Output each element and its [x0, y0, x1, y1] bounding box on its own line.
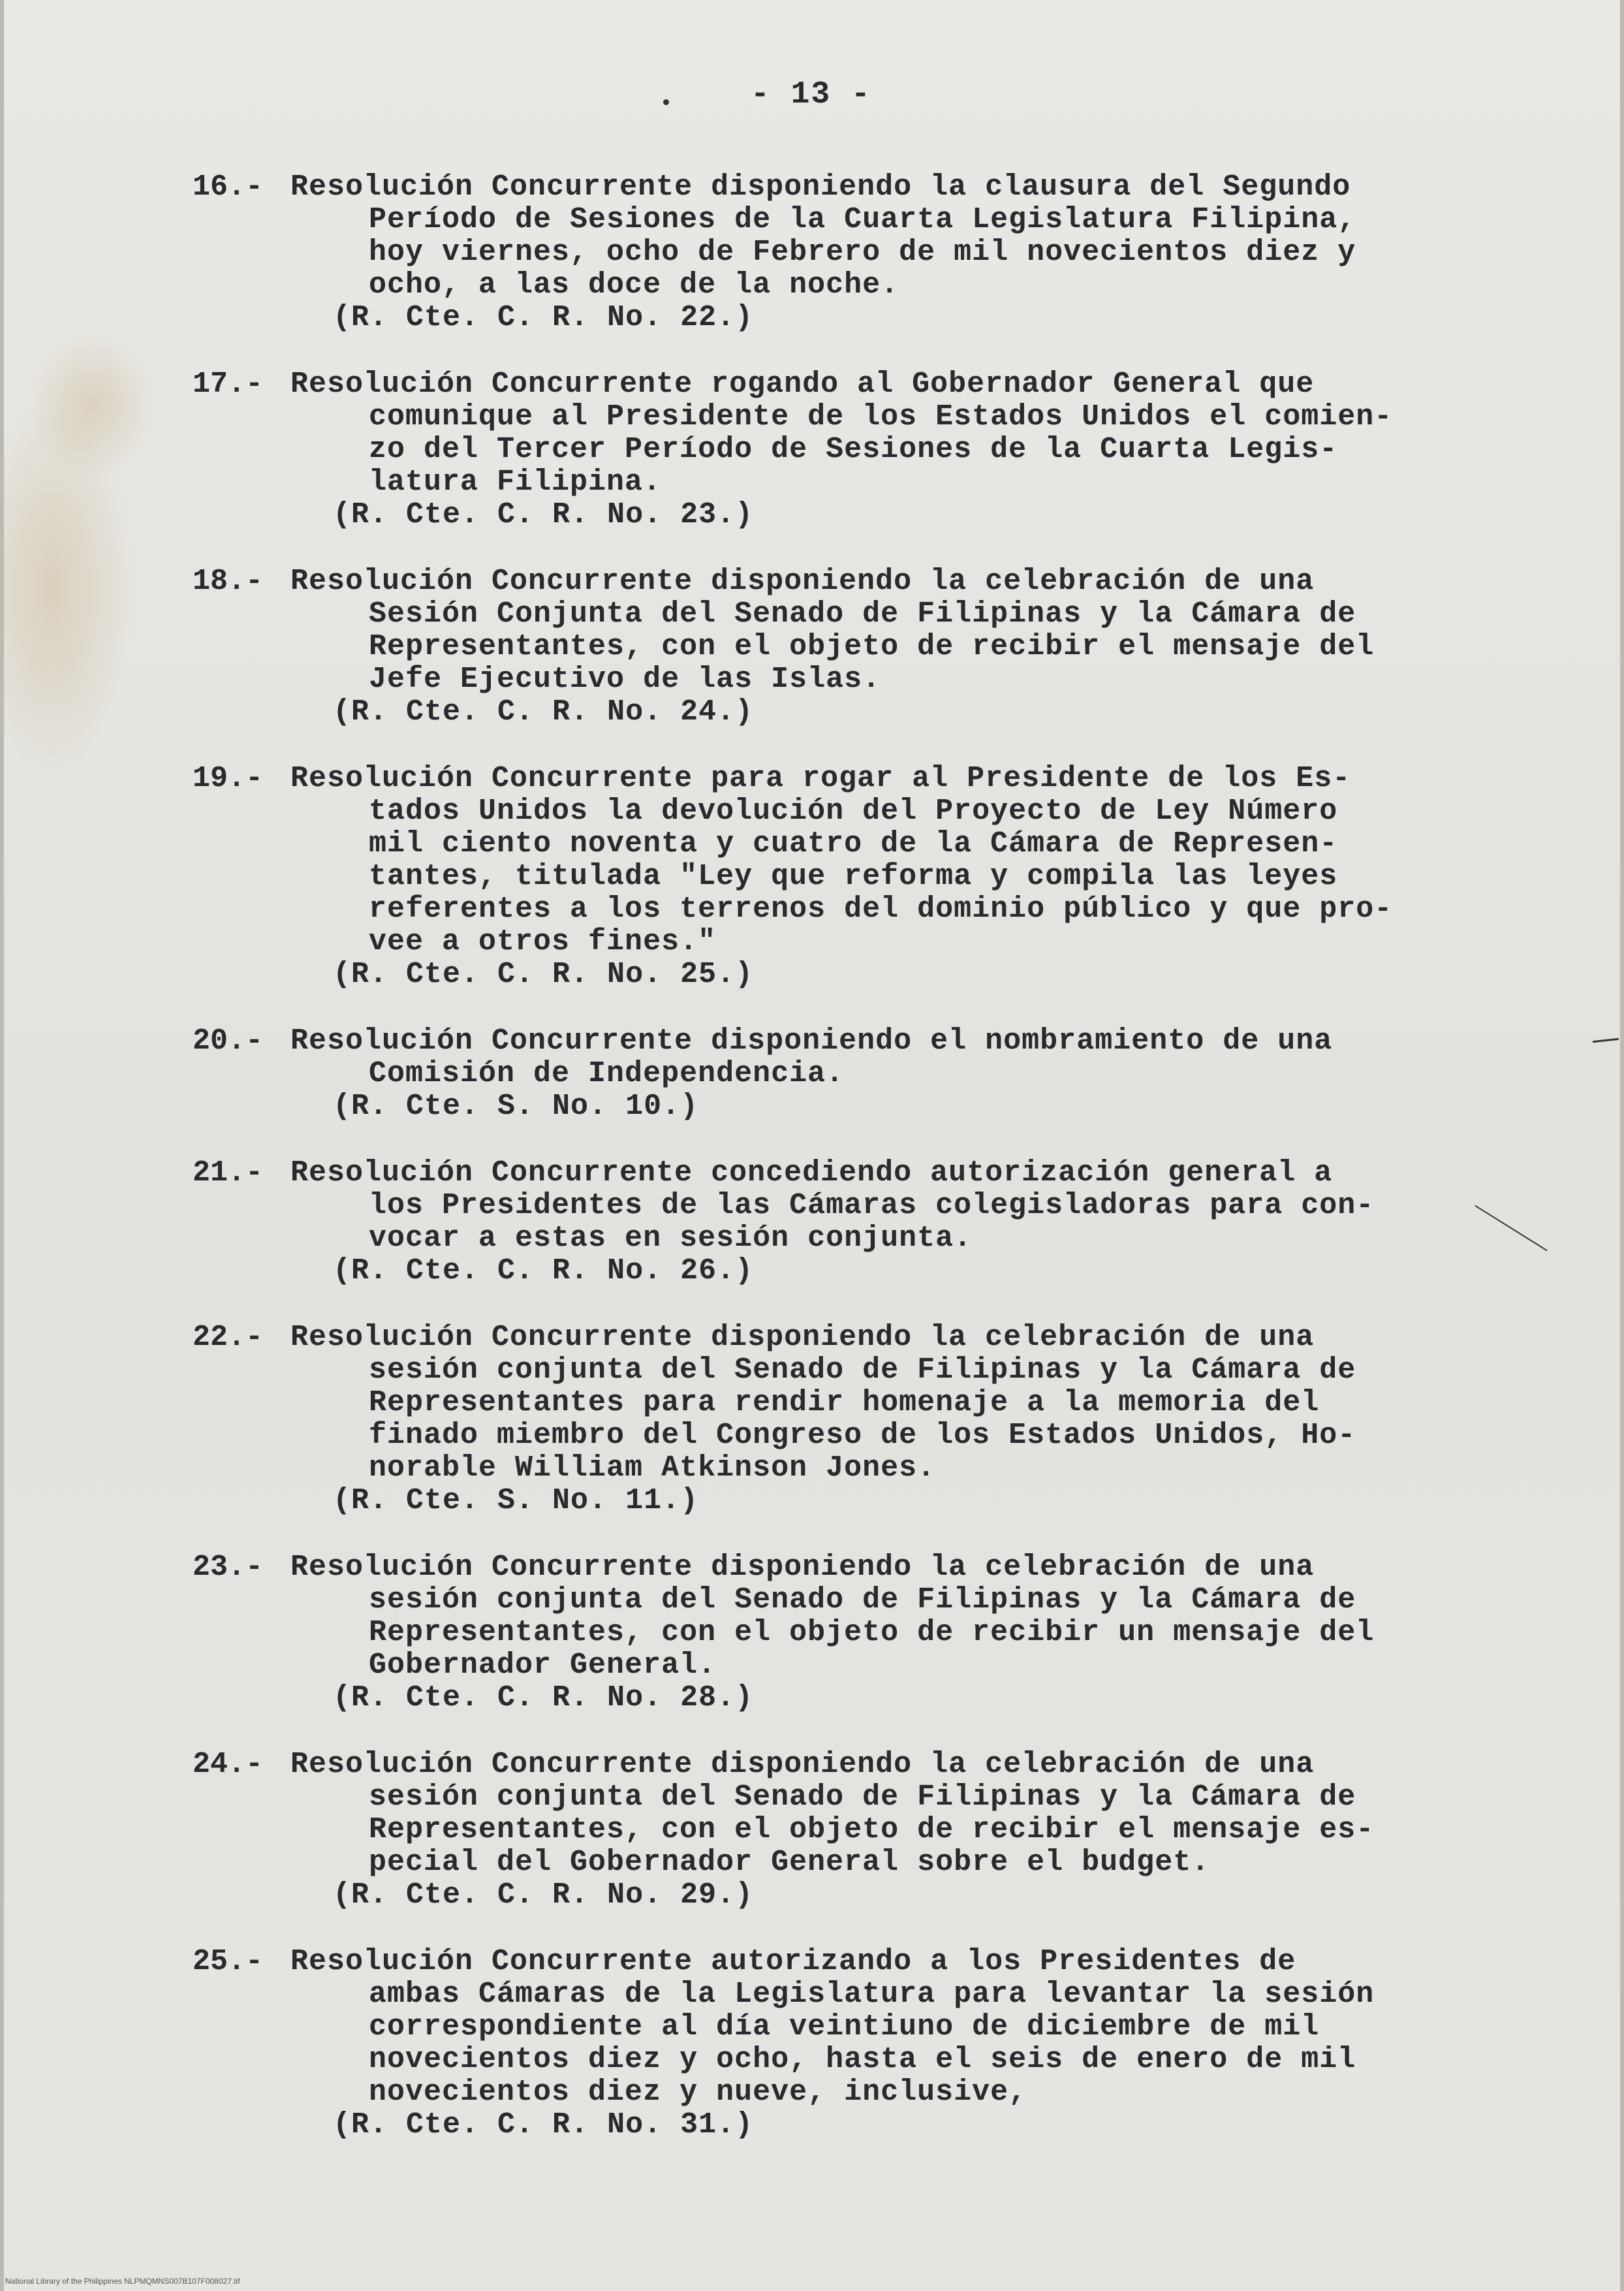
- entry-line: Resolución Concurrente autorizando a los Presidentes de: [290, 1945, 1296, 1978]
- entry-line: hoy viernes, ocho de Febrero de mil novecientos diez y: [369, 236, 1356, 269]
- entry-line: finado miembro del Congreso de los Estados Unidos, Ho-: [369, 1419, 1356, 1452]
- entry-line: Resolución Concurrente disponiendo la celebración de una: [290, 565, 1315, 598]
- entry-number: 22.-: [193, 1321, 264, 1354]
- ink-dot: [663, 99, 669, 105]
- entry-line: Resolución Concurrente rogando al Gobernador General que: [290, 368, 1315, 401]
- resolution-entry: [193, 1157, 1498, 1288]
- entry-line: Período de Sesiones de la Cuarta Legislatura Filipina,: [369, 203, 1356, 236]
- entry-reference: (R. Cte. C. R. No. 22.): [333, 301, 754, 334]
- entry-line: pecial del Gobernador General sobre el budget.: [369, 1846, 1210, 1879]
- resolution-entry: [193, 368, 1498, 531]
- entry-line: Resolución Concurrente para rogar al Presidente de los Es-: [290, 762, 1351, 795]
- entry-line: Representantes, con el objeto de recibir el mensaje es-: [369, 1813, 1375, 1846]
- entry-line: Resolución Concurrente disponiendo la celebración de una: [290, 1551, 1315, 1584]
- entry-line: Jefe Ejecutivo de las Islas.: [369, 663, 881, 696]
- entry-line: los Presidentes de las Cámaras colegisladoras para con-: [369, 1189, 1375, 1222]
- entry-line: sesión conjunta del Senado de Filipinas y la Cámara de: [369, 1353, 1356, 1387]
- entry-reference: (R. Cte. S. No. 11.): [333, 1484, 699, 1517]
- entry-reference: (R. Cte. C. R. No. 28.): [333, 1681, 754, 1714]
- resolution-entry: [193, 1551, 1498, 1714]
- entry-text: [290, 171, 1498, 334]
- entry-line: Resolución Concurrente disponiendo la celebración de una: [290, 1321, 1315, 1354]
- entry-line: Resolución Concurrente disponiendo el nombramiento de una: [290, 1024, 1333, 1058]
- resolution-list: [193, 171, 1498, 2175]
- page-edge-left: [0, 0, 4, 2291]
- entry-line: norable William Atkinson Jones.: [369, 1451, 936, 1485]
- entry-line: Resolución Concurrente disponiendo la celebración de una: [290, 1748, 1315, 1781]
- resolution-entry: [193, 565, 1498, 729]
- archive-footer: National Library of the Philippines NLPMQMNS007B107F008027.tif: [5, 2277, 240, 2286]
- entry-number: 18.-: [193, 565, 264, 598]
- entry-line: tantes, titulada "Ley que reforma y compila las leyes: [369, 860, 1338, 893]
- page-edge-right: [1620, 0, 1624, 2291]
- entry-number: 24.-: [193, 1748, 264, 1781]
- entry-number: 16.-: [193, 170, 264, 204]
- entry-text: [290, 1748, 1498, 1912]
- resolution-entry: [193, 1748, 1498, 1912]
- entry-number: 19.-: [193, 762, 264, 795]
- entry-reference: (R. Cte. C. R. No. 31.): [333, 2108, 754, 2141]
- margin-mark: [1593, 1038, 1619, 1043]
- entry-reference: (R. Cte. C. R. No. 26.): [333, 1254, 754, 1288]
- entry-text: [290, 1157, 1498, 1288]
- entry-reference: (R. Cte. C. R. No. 29.): [333, 1878, 754, 1912]
- entry-line: ambas Cámaras de la Legislatura para levantar la sesión: [369, 1978, 1375, 2011]
- entry-number: 20.-: [193, 1024, 264, 1058]
- entry-line: sesión conjunta del Senado de Filipinas y la Cámara de: [369, 1583, 1356, 1617]
- entry-line: Comisión de Independencia.: [369, 1057, 845, 1090]
- entry-reference: (R. Cte. S. No. 10.): [333, 1090, 699, 1123]
- entry-line: zo del Tercer Período de Sesiones de la Cuarta Legis-: [369, 433, 1338, 466]
- resolution-entry: [193, 1321, 1498, 1517]
- resolution-entry: [193, 1946, 1498, 2141]
- entry-line: Representantes, con el objeto de recibir el mensaje del: [369, 630, 1375, 663]
- entry-line: Representantes para rendir homenaje a la memoria del: [369, 1386, 1320, 1419]
- entry-line: ocho, a las doce de la noche.: [369, 268, 899, 302]
- entry-line: vocar a estas en sesión conjunta.: [369, 1222, 973, 1255]
- entry-line: mil ciento noventa y cuatro de la Cámara de Represen-: [369, 827, 1338, 861]
- entry-line: Representantes, con el objeto de recibir un mensaje del: [369, 1616, 1375, 1649]
- entry-number: 23.-: [193, 1551, 264, 1584]
- resolution-entry: [193, 1025, 1498, 1123]
- entry-line: Gobernador General.: [369, 1649, 717, 1682]
- entry-number: 17.-: [193, 368, 264, 401]
- entry-number: 21.-: [193, 1156, 264, 1190]
- entry-reference: (R. Cte. C. R. No. 24.): [333, 695, 754, 729]
- entry-text: [290, 763, 1498, 991]
- entry-text: [290, 1946, 1498, 2141]
- entry-line: Sesión Conjunta del Senado de Filipinas y la Cámara de: [369, 597, 1356, 631]
- entry-line: Resolución Concurrente disponiendo la clausura del Segundo: [290, 170, 1351, 204]
- entry-text: [290, 1025, 1498, 1123]
- entry-line: vee a otros fines.": [369, 925, 717, 958]
- entry-line: referentes a los terrenos del dominio público y que pro-: [369, 893, 1393, 926]
- entry-line: comunique al Presidente de los Estados Unidos el comien-: [369, 400, 1393, 434]
- entry-reference: (R. Cte. C. R. No. 23.): [333, 498, 754, 531]
- entry-number: 25.-: [193, 1945, 264, 1978]
- resolution-entry: [193, 171, 1498, 334]
- entry-text: [290, 1551, 1498, 1714]
- page-number: - 13 -: [751, 77, 871, 112]
- entry-line: latura Filipina.: [369, 466, 662, 499]
- entry-text: [290, 565, 1498, 729]
- entry-line: tados Unidos la devolución del Proyecto de Ley Número: [369, 795, 1338, 828]
- entry-text: [290, 368, 1498, 531]
- entry-reference: (R. Cte. C. R. No. 25.): [333, 958, 754, 991]
- entry-line: sesión conjunta del Senado de Filipinas y la Cámara de: [369, 1780, 1356, 1814]
- entry-line: novecientos diez y nueve, inclusive,: [369, 2076, 1027, 2109]
- resolution-entry: [193, 763, 1498, 991]
- entry-line: novecientos diez y ocho, hasta el seis de enero de mil: [369, 2043, 1356, 2076]
- entry-text: [290, 1321, 1498, 1517]
- entry-line: Resolución Concurrente concediendo autorización general a: [290, 1156, 1333, 1190]
- entry-line: correspondiente al día veintiuno de diciembre de mil: [369, 2010, 1320, 2044]
